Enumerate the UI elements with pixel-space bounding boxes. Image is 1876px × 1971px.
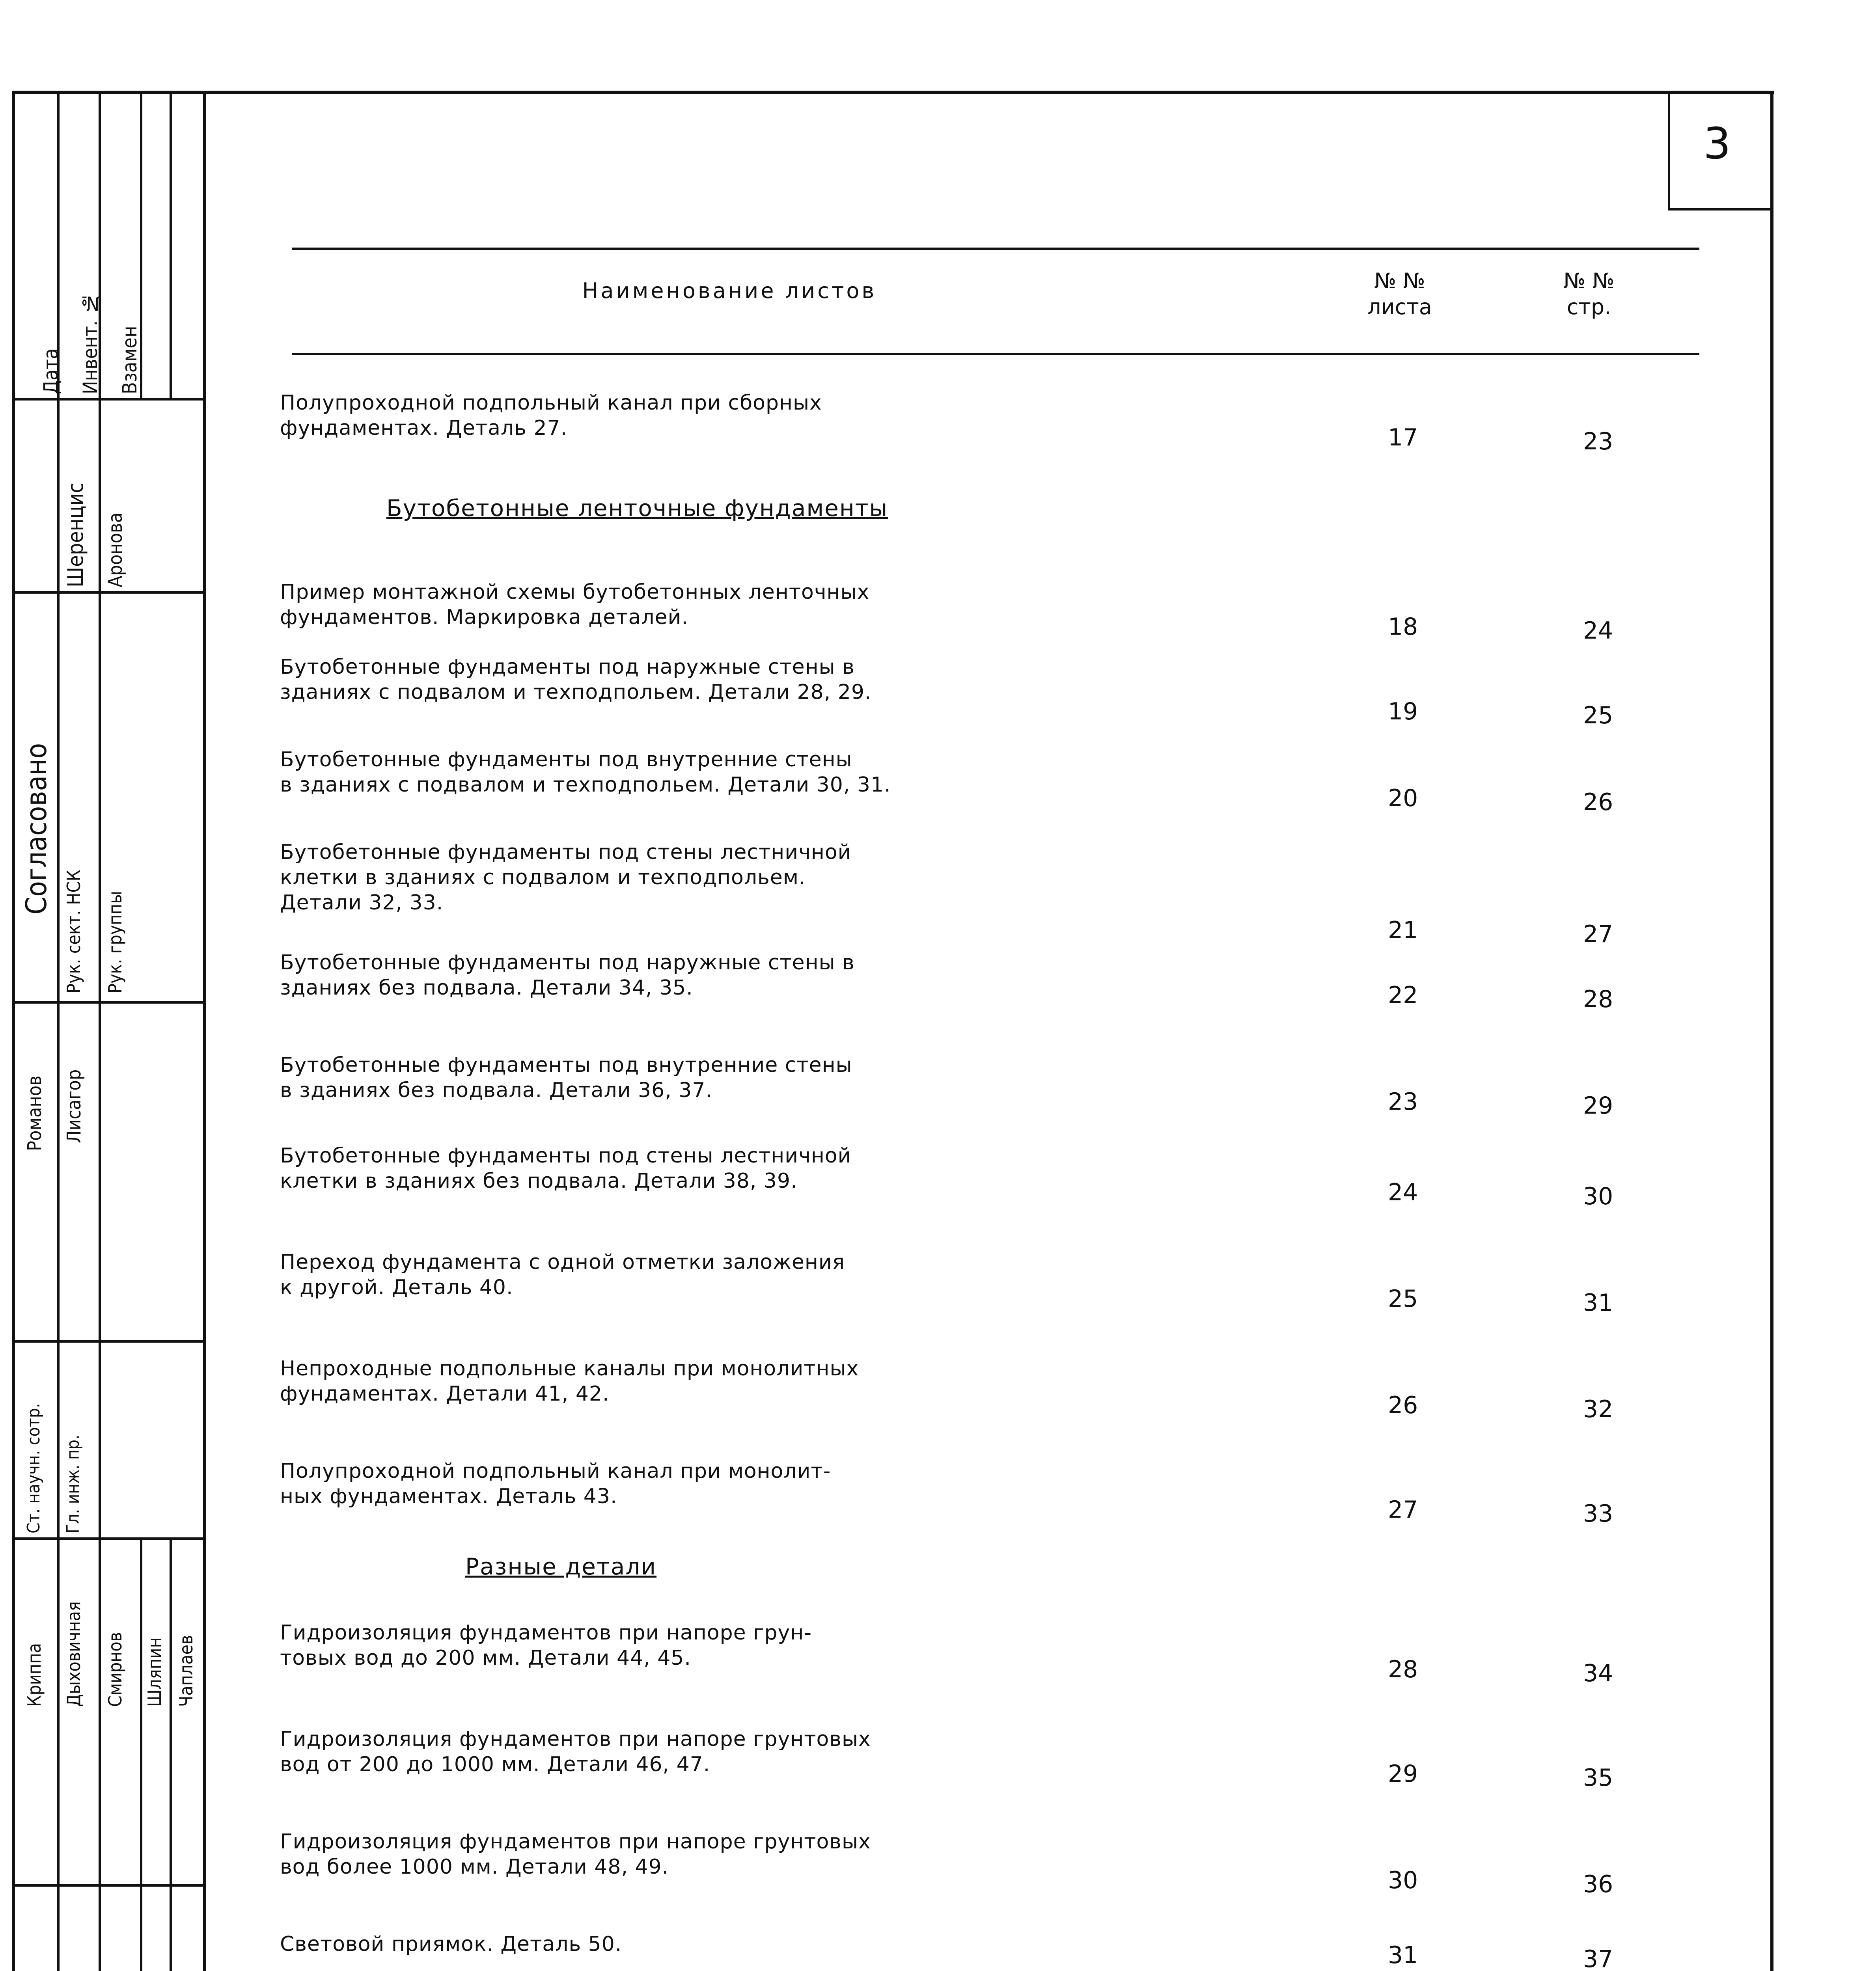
stamp-col-3b	[140, 1537, 142, 1971]
stamp-invent: Инвент. №	[79, 292, 102, 394]
row-title: Бутобетонные фундаменты под наружные стены в зданиях без подвала. Детали 34, 35.	[280, 951, 855, 1000]
row-page-number: 35	[1583, 1764, 1613, 1792]
stamp-name-low-4: Шляпин	[144, 1637, 165, 1707]
row-page-number: 37	[1583, 1945, 1613, 1971]
header-top-rule	[292, 248, 1699, 250]
stamp-name-mid-1: Романов	[24, 1075, 46, 1151]
row-sheet-number: 20	[1388, 784, 1418, 812]
row-page-number: 23	[1583, 428, 1613, 455]
row-title: Гидроизоляция фундаментов при напоре грунтовых вод от 200 до 1000 мм. Детали 46, 47.	[280, 1727, 871, 1776]
stamp-row-3	[12, 1001, 206, 1004]
row-sheet-number: 30	[1388, 1867, 1418, 1894]
row-title: Гидроизоляция фундаментов при напоре грунтовых вод более 1000 мм. Детали 48, 49.	[280, 1830, 871, 1879]
row-sheet-number: 29	[1388, 1760, 1418, 1788]
row-page-number: 29	[1583, 1092, 1613, 1120]
row-sheet-number: 26	[1388, 1392, 1418, 1419]
section-heading: Разные детали	[465, 1553, 657, 1580]
stamp-row-5	[12, 1537, 206, 1540]
stamp-name-low-3: Смирнов	[104, 1632, 126, 1707]
row-title: Световой приямок. Деталь 50.	[280, 1932, 622, 1956]
header-col-name: Наименование листов	[582, 278, 877, 303]
row-page-number: 25	[1583, 702, 1613, 729]
row-sheet-number: 18	[1388, 613, 1418, 641]
row-page-number: 31	[1583, 1289, 1613, 1317]
row-sheet-number: 17	[1388, 424, 1418, 451]
stamp-role-low-4	[144, 1892, 162, 1971]
stamp-role-sci-1: Ст. научн. сотр.	[24, 1403, 44, 1533]
frame-left-line	[12, 91, 15, 1971]
row-title: Пример монтажной схемы бутобетонных ленточных фундаментов. Маркировка деталей.	[280, 580, 870, 629]
row-page-number: 36	[1583, 1870, 1613, 1898]
row-title: Бутобетонные фундаменты под наружные стены в зданиях с подвалом и техподпольем. Детали 28, 29.	[280, 655, 872, 704]
frame-top-line	[12, 91, 1774, 94]
sheet-corner-number: 3	[1703, 118, 1731, 169]
stamp-row-4	[12, 1340, 206, 1343]
stamp-title: Согласовано	[20, 743, 53, 915]
row-title: Гидроизоляция фундаментов при напоре грун- товых вод до 200 мм. Детали 44, 45.	[280, 1621, 812, 1670]
row-page-number: 34	[1583, 1660, 1613, 1687]
row-title: Бутобетонные фундаменты под стены лестничной клетки в зданиях без подвала. Детали 38, 39.	[280, 1144, 852, 1193]
stamp-col-4b	[170, 1537, 172, 1971]
stamp-role-low-3	[104, 1892, 123, 1971]
stamp-role-low-1	[24, 1892, 42, 1971]
stamp-role-mid-2: Рук. группы	[104, 890, 126, 993]
corner-box-bottom	[1668, 208, 1773, 211]
stamp-role-sci-2: Гл. инж. пр.	[63, 1434, 83, 1533]
row-page-number: 26	[1583, 788, 1613, 816]
row-title: Бутобетонные фундаменты под внутренние стены в зданиях с подвалом и техподпольем. Детали 30, 31.	[280, 748, 891, 797]
row-sheet-number: 28	[1388, 1656, 1418, 1683]
row-sheet-number: 19	[1388, 698, 1418, 725]
stamp-name-low-5: Чаплаев	[175, 1635, 197, 1707]
stamp-row-6	[12, 1884, 206, 1887]
row-page-number: 33	[1583, 1500, 1613, 1528]
row-sheet-number: 25	[1388, 1285, 1418, 1313]
row-title: Непроходные подпольные каналы при монолитных фундаментах. Детали 41, 42.	[280, 1357, 859, 1406]
row-page-number: 32	[1583, 1395, 1613, 1423]
stamp-name-low-2: Дыховичная	[63, 1601, 84, 1707]
row-sheet-number: 31	[1388, 1941, 1418, 1969]
row-sheet-number: 24	[1388, 1179, 1418, 1206]
header-col-page: № № стр.	[1563, 268, 1615, 319]
row-sheet-number: 21	[1388, 917, 1418, 944]
stamp-role-low-2	[63, 1892, 81, 1971]
row-title: Бутобетонные фундаменты под внутренние стены в зданиях без подвала. Детали 36, 37.	[280, 1053, 852, 1102]
row-page-number: 24	[1583, 617, 1613, 645]
row-sheet-number: 23	[1388, 1088, 1418, 1116]
stamp-col-4	[170, 91, 172, 398]
frame-right-line	[1770, 91, 1773, 1971]
row-title: Переход фундамента с одной отметки заложения к другой. Деталь 40.	[280, 1250, 845, 1299]
main-left-border	[203, 91, 206, 1971]
row-page-number: 30	[1583, 1183, 1613, 1210]
stamp-vzamen: Взамен	[118, 326, 141, 394]
stamp-role-low-5	[175, 1892, 194, 1971]
stamp-name-mid-2: Лисагор	[63, 1069, 85, 1143]
stamp-name-low-1: Криппа	[24, 1643, 45, 1707]
row-title: Бутобетонные фундаменты под стены лестничной клетки в зданиях с подвалом и техподпольем. Детали 32, 33.	[280, 840, 852, 915]
row-sheet-number: 22	[1388, 982, 1418, 1009]
row-page-number: 28	[1583, 986, 1613, 1013]
row-title: Полупроходной подпольный канал при монолит- ных фундаментах. Деталь 43.	[280, 1459, 831, 1508]
row-sheet-number: 27	[1388, 1496, 1418, 1524]
section-heading: Бутобетонные ленточные фундаменты	[386, 495, 888, 522]
row-page-number: 27	[1583, 920, 1613, 948]
stamp-role-mid-1: Рук. сект. НСК	[63, 870, 84, 993]
corner-box-left	[1668, 91, 1670, 209]
stamp-name-top-2: Аронова	[104, 512, 127, 587]
header-bottom-rule	[292, 353, 1699, 355]
stamp-row-1	[12, 398, 206, 401]
header-col-sheet: № № листа	[1367, 268, 1432, 319]
stamp-date: Дата	[39, 348, 62, 394]
row-title: Полупроходной подпольный канал при сборных фундаментах. Деталь 27.	[280, 391, 822, 440]
stamp-name-top-1: Шеренцис	[63, 483, 88, 587]
